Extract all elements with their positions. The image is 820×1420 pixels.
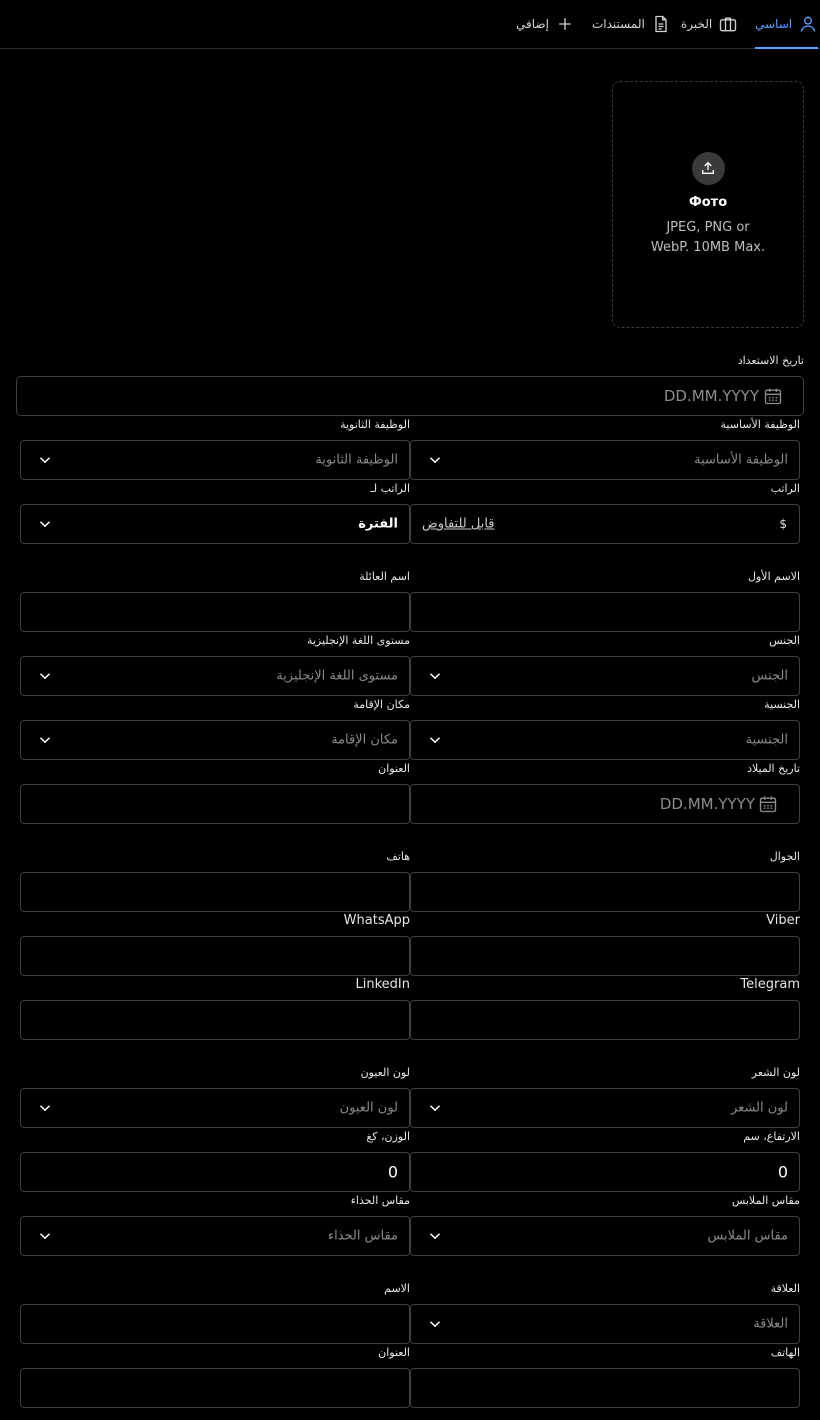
relation-placeholder: العلاقة — [753, 1316, 788, 1332]
whatsapp-label: WhatsApp — [343, 913, 410, 928]
linkedin-text[interactable] — [21, 1001, 409, 1039]
contact-phone-input[interactable] — [410, 1368, 800, 1408]
height-input[interactable] — [410, 1152, 800, 1192]
phone-input[interactable] — [20, 872, 410, 912]
gender-select[interactable] — [410, 656, 800, 696]
shoe-size-label: مقاس الحذاء — [350, 1194, 410, 1207]
chevron-down-icon — [36, 731, 54, 749]
briefcase-icon — [718, 14, 738, 34]
viber-input[interactable] — [410, 936, 800, 976]
shoe-size-select[interactable] — [20, 1216, 410, 1256]
height-label: الارتفاع، سم — [743, 1130, 800, 1143]
first-name-text[interactable] — [411, 593, 799, 631]
tab-experience[interactable] — [681, 0, 738, 48]
gender-label: الجنس — [769, 634, 800, 647]
contact-address-text[interactable] — [21, 1369, 409, 1407]
first-name-label: الاسم الأول — [748, 570, 800, 583]
availability-date-placeholder: DD.MM.YYYY — [663, 387, 759, 405]
currency-symbol: $ — [779, 517, 787, 531]
mobile-input[interactable] — [410, 872, 800, 912]
address-input[interactable] — [20, 784, 410, 824]
contact-address-input[interactable] — [20, 1368, 410, 1408]
weight-input[interactable] — [20, 1152, 410, 1192]
gender-placeholder: الجنس — [751, 668, 788, 684]
contact-address-label: العنوان — [378, 1346, 410, 1359]
eye-color-label: لون العيون — [360, 1066, 410, 1079]
chevron-down-icon — [426, 1227, 444, 1245]
last-name-label: اسم العائلة — [359, 570, 410, 583]
availability-date-field[interactable] — [16, 376, 804, 416]
chevron-down-icon — [36, 451, 54, 469]
whatsapp-text[interactable] — [21, 937, 409, 975]
relation-label: العلاقة — [770, 1282, 800, 1295]
linkedin-input[interactable] — [20, 1000, 410, 1040]
mobile-label: الجوال — [769, 850, 800, 863]
tab-experience-label: الخبرة — [681, 17, 713, 31]
tab-basic[interactable] — [755, 0, 818, 48]
birth-date-field[interactable] — [410, 784, 800, 824]
tab-additional[interactable] — [516, 0, 575, 48]
salary-field[interactable] — [410, 504, 800, 544]
hair-color-select[interactable] — [410, 1088, 800, 1128]
viber-label: Viber — [766, 913, 800, 928]
upload-icon — [692, 152, 725, 185]
salary-period-value: الفترة — [358, 516, 398, 532]
document-icon — [651, 14, 671, 34]
availability-date-label: تاريخ الاستعداد — [737, 354, 804, 367]
nationality-select[interactable] — [410, 720, 800, 760]
contact-phone-text[interactable] — [411, 1369, 799, 1407]
linkedin-label: LinkedIn — [355, 977, 410, 992]
user-icon — [798, 14, 818, 34]
residence-placeholder: مكان الإقامة — [331, 732, 398, 748]
chevron-down-icon — [36, 1227, 54, 1245]
plus-icon — [555, 14, 575, 34]
hair-color-label: لون الشعر — [751, 1066, 800, 1079]
tab-additional-label: إضافي — [516, 17, 549, 31]
height-value: 0 — [777, 1162, 788, 1182]
contact-name-label: الاسم — [384, 1282, 410, 1295]
contact-name-input[interactable] — [20, 1304, 410, 1344]
calendar-icon[interactable] — [763, 386, 783, 406]
secondary-position-placeholder: الوظيفة الثانوية — [315, 452, 398, 468]
chevron-down-icon — [426, 1099, 444, 1117]
weight-label: الوزن، كغ — [366, 1130, 410, 1143]
hair-color-placeholder: لون الشعر — [731, 1100, 788, 1116]
calendar-icon[interactable] — [758, 794, 778, 814]
chevron-down-icon — [426, 731, 444, 749]
chevron-down-icon — [426, 451, 444, 469]
upload-hint-line-1: JPEG, PNG or — [666, 219, 750, 235]
first-name-input[interactable] — [410, 592, 800, 632]
address-label: العنوان — [378, 762, 410, 775]
salary-period-select[interactable] — [20, 504, 410, 544]
english-level-placeholder: مستوى اللغة الإنجليزية — [276, 668, 398, 684]
negotiable-link[interactable]: قابل للتفاوض — [422, 516, 495, 532]
chevron-down-icon — [426, 1315, 444, 1333]
chevron-down-icon — [36, 667, 54, 685]
eye-color-placeholder: لون العيون — [339, 1100, 398, 1116]
telegram-input[interactable] — [410, 1000, 800, 1040]
salary-period-label: الراتب لـ — [370, 482, 410, 495]
primary-position-placeholder: الوظيفة الأساسية — [694, 452, 788, 468]
english-level-select[interactable] — [20, 656, 410, 696]
contact-name-text[interactable] — [21, 1305, 409, 1343]
english-level-label: مستوى اللغة الإنجليزية — [306, 634, 410, 647]
clothing-size-placeholder: مقاس الملابس — [707, 1228, 788, 1244]
primary-position-label: الوظيفة الأساسية — [720, 418, 800, 431]
upload-hint — [638, 218, 778, 258]
chevron-down-icon — [36, 1099, 54, 1117]
nationality-label: الجنسية — [764, 698, 800, 711]
last-name-input[interactable] — [20, 592, 410, 632]
tab-documents-label: المستندات — [592, 17, 645, 31]
weight-value: 0 — [387, 1162, 398, 1182]
telegram-label: Telegram — [740, 977, 800, 992]
last-name-text[interactable] — [21, 593, 409, 631]
photo-upload-dropzone[interactable] — [612, 81, 804, 328]
nationality-placeholder: الجنسية — [745, 732, 788, 748]
clothing-size-select[interactable] — [410, 1216, 800, 1256]
residence-label: مكان الإقامة — [353, 698, 410, 711]
birth-date-label: تاريخ الميلاد — [747, 762, 800, 775]
residence-select[interactable] — [20, 720, 410, 760]
telegram-text[interactable] — [411, 1001, 799, 1039]
secondary-position-label: الوظيفة الثانوية — [340, 418, 410, 431]
salary-label: الراتب — [770, 482, 800, 495]
secondary-position-select[interactable] — [20, 440, 410, 480]
tab-bar — [0, 0, 820, 49]
phone-label: هاتف — [386, 850, 410, 863]
upload-hint-line-2: WebP. 10MB Max. — [650, 239, 766, 255]
tab-basic-label: اساسي — [755, 17, 793, 31]
chevron-down-icon — [36, 515, 54, 533]
viber-text[interactable] — [411, 937, 799, 975]
clothing-size-label: مقاس الملابس — [731, 1194, 800, 1207]
primary-position-select[interactable] — [410, 440, 800, 480]
chevron-down-icon — [426, 667, 444, 685]
address-text[interactable] — [21, 785, 409, 823]
contact-phone-label: الهاتف — [770, 1346, 800, 1359]
mobile-text[interactable] — [411, 873, 799, 911]
eye-color-select[interactable] — [20, 1088, 410, 1128]
tab-documents[interactable] — [592, 0, 671, 48]
shoe-size-placeholder: مقاس الحذاء — [327, 1228, 398, 1244]
birth-date-placeholder: DD.MM.YYYY — [659, 795, 755, 813]
whatsapp-input[interactable] — [20, 936, 410, 976]
phone-text[interactable] — [21, 873, 409, 911]
relation-select[interactable] — [410, 1304, 800, 1344]
upload-title: Фото — [688, 194, 728, 210]
